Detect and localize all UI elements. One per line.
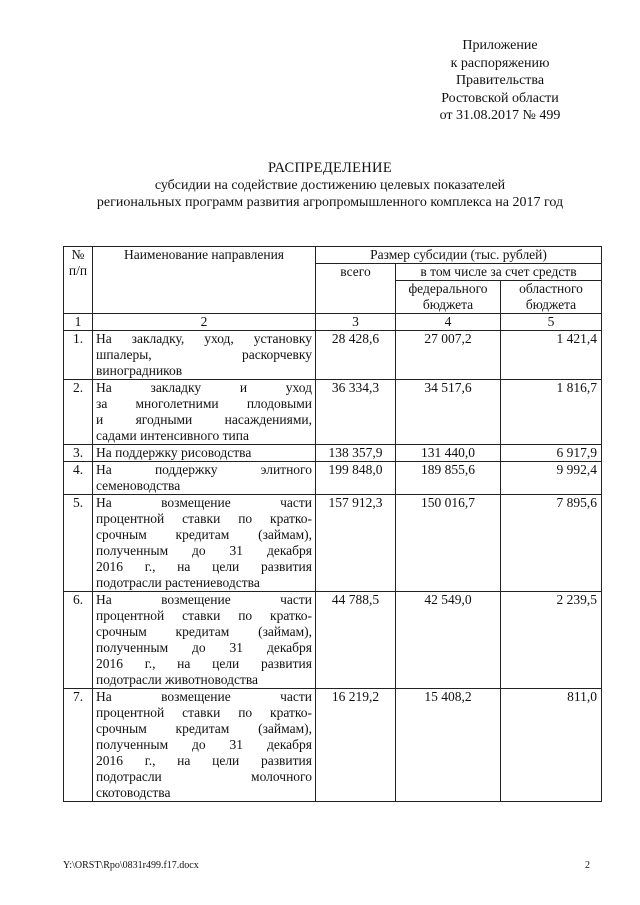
direction-name-line: 2016 г., на цели развития xyxy=(96,656,312,671)
column-number-cell: 1 xyxy=(64,314,93,331)
row-number-cell: 5. xyxy=(64,495,93,592)
total-cell: 36 334,3 xyxy=(316,380,396,445)
direction-name-line: процентной ставки по кратко- xyxy=(96,608,312,623)
direction-name-cell xyxy=(93,689,316,802)
appendix-line: Правительства xyxy=(455,73,545,88)
direction-name-line: срочным кредитам (займам), xyxy=(96,624,312,639)
direction-name-line: 2016 г., на цели развития xyxy=(96,559,312,574)
federal-budget-cell: 15 408,2 xyxy=(396,689,501,802)
header-num-line: № xyxy=(71,247,85,262)
header-num-line: п/п xyxy=(68,263,88,278)
regional-budget-cell: 811,0 xyxy=(501,689,602,802)
header-regional-line: областного xyxy=(519,281,583,296)
direction-name-line: полученным до 31 декабря xyxy=(96,737,312,752)
table-row xyxy=(64,445,602,462)
appendix-block xyxy=(400,38,600,126)
header-row xyxy=(64,247,602,264)
table-row xyxy=(64,689,602,802)
federal-budget-cell: 34 517,6 xyxy=(396,380,501,445)
header-regional-line: бюджета xyxy=(525,297,577,312)
direction-name-line: процентной ставки по кратко- xyxy=(96,511,312,526)
direction-name-line: На возмещение части xyxy=(96,689,312,704)
column-number-cell: 2 xyxy=(93,314,316,331)
direction-name-cell xyxy=(93,445,316,462)
regional-budget-cell: 9 992,4 xyxy=(501,462,602,495)
table-row xyxy=(64,331,602,380)
direction-name-line: полученным до 31 декабря xyxy=(96,640,312,655)
header-regional-cell xyxy=(501,281,602,314)
appendix-line: Ростовской области xyxy=(441,90,559,106)
row-number-cell: 4. xyxy=(64,462,93,495)
direction-name-line: На закладку, уход, установку xyxy=(96,331,312,346)
subtitle-line: субсидии на содействие достижению целевых показателей xyxy=(154,178,506,193)
table-row xyxy=(64,380,602,445)
row-number-cell: 7. xyxy=(64,689,93,802)
federal-budget-cell: 150 016,7 xyxy=(396,495,501,592)
footer-page-number: 2 xyxy=(585,860,590,871)
header-federal-line: федерального xyxy=(408,281,488,296)
direction-name-cell xyxy=(93,495,316,592)
document-title: РАСПРЕДЕЛЕНИЕ xyxy=(268,160,392,176)
federal-budget-cell: 27 007,2 xyxy=(396,331,501,380)
row-number-cell: 6. xyxy=(64,592,93,689)
direction-name-line: На возмещение части xyxy=(96,495,312,510)
total-cell: 44 788,5 xyxy=(316,592,396,689)
header-federal-line: бюджета xyxy=(422,297,474,312)
header-name-cell: Наименование направления xyxy=(93,247,316,314)
direction-name-line: На поддержку элитного xyxy=(96,462,312,477)
regional-budget-cell: 7 895,6 xyxy=(501,495,602,592)
direction-name-line: подотрасли молочного xyxy=(96,769,312,784)
direction-name-cell xyxy=(93,592,316,689)
header-num-cell xyxy=(64,247,93,314)
direction-name-cell xyxy=(93,331,316,380)
regional-budget-cell: 2 239,5 xyxy=(501,592,602,689)
direction-name-line: садами интенсивного типа xyxy=(96,428,249,443)
header-incl-cell: в том числе за счет средств xyxy=(396,264,602,281)
row-number-cell: 1. xyxy=(64,331,93,380)
federal-budget-cell: 42 549,0 xyxy=(396,592,501,689)
direction-name-line: На возмещение части xyxy=(96,592,312,607)
footer-file-path: Y:\ORST\Rpo\0831r499.f17.docx xyxy=(63,860,199,871)
column-number-cell: 4 xyxy=(396,314,501,331)
total-cell: 16 219,2 xyxy=(316,689,396,802)
header-federal-cell xyxy=(396,281,501,314)
direction-name-line: виноградников xyxy=(96,363,183,378)
appendix-line: к распоряжению xyxy=(450,55,550,71)
table-row xyxy=(64,462,602,495)
header-total-cell: всего xyxy=(316,264,396,314)
direction-name-line: шпалеры, раскорчевку xyxy=(96,347,312,362)
direction-name-line: подотрасли растениеводства xyxy=(96,575,260,590)
direction-name-cell xyxy=(93,462,316,495)
subsidy-table xyxy=(63,246,602,802)
federal-budget-cell: 189 855,6 xyxy=(396,462,501,495)
total-cell: 199 848,0 xyxy=(316,462,396,495)
row-number-cell: 3. xyxy=(64,445,93,462)
regional-budget-cell: 6 917,9 xyxy=(501,445,602,462)
total-cell: 138 357,9 xyxy=(316,445,396,462)
column-number-cell: 5 xyxy=(501,314,602,331)
subtitle-line: региональных программ развития агропромышленного комплекса на 2017 год xyxy=(96,195,564,210)
regional-budget-cell: 1 421,4 xyxy=(501,331,602,380)
total-cell: 157 912,3 xyxy=(316,495,396,592)
total-cell: 28 428,6 xyxy=(316,331,396,380)
federal-budget-cell: 131 440,0 xyxy=(396,445,501,462)
header-size-cell: Размер субсидии (тыс. рублей) xyxy=(316,247,602,264)
appendix-line: Приложение xyxy=(462,38,538,53)
direction-name-line: и ягодными насаждениями, xyxy=(96,412,312,427)
direction-name-line: срочным кредитам (займам), xyxy=(96,721,312,736)
column-number-row xyxy=(64,314,602,331)
table-row xyxy=(64,495,602,592)
column-number-cell: 3 xyxy=(316,314,396,331)
direction-name-line: 2016 г., на цели развития xyxy=(96,753,312,768)
direction-name-line: процентной ставки по кратко- xyxy=(96,705,312,720)
direction-name-line: полученным до 31 декабря xyxy=(96,543,312,558)
row-number-cell: 2. xyxy=(64,380,93,445)
direction-name-line: семеноводства xyxy=(96,478,181,493)
table-row xyxy=(64,592,602,689)
direction-name-cell xyxy=(93,380,316,445)
document-heading xyxy=(40,160,620,212)
direction-name-line: На поддержку рисоводства xyxy=(96,445,252,460)
direction-name-line: подотрасли животноводства xyxy=(96,672,259,687)
appendix-line: от 31.08.2017 № 499 xyxy=(439,108,561,123)
direction-name-line: за многолетними плодовыми xyxy=(96,396,312,411)
direction-name-line: скотоводства xyxy=(96,785,171,800)
regional-budget-cell: 1 816,7 xyxy=(501,380,602,445)
direction-name-line: срочным кредитам (займам), xyxy=(96,527,312,542)
direction-name-line: На закладку и уход xyxy=(96,380,312,395)
